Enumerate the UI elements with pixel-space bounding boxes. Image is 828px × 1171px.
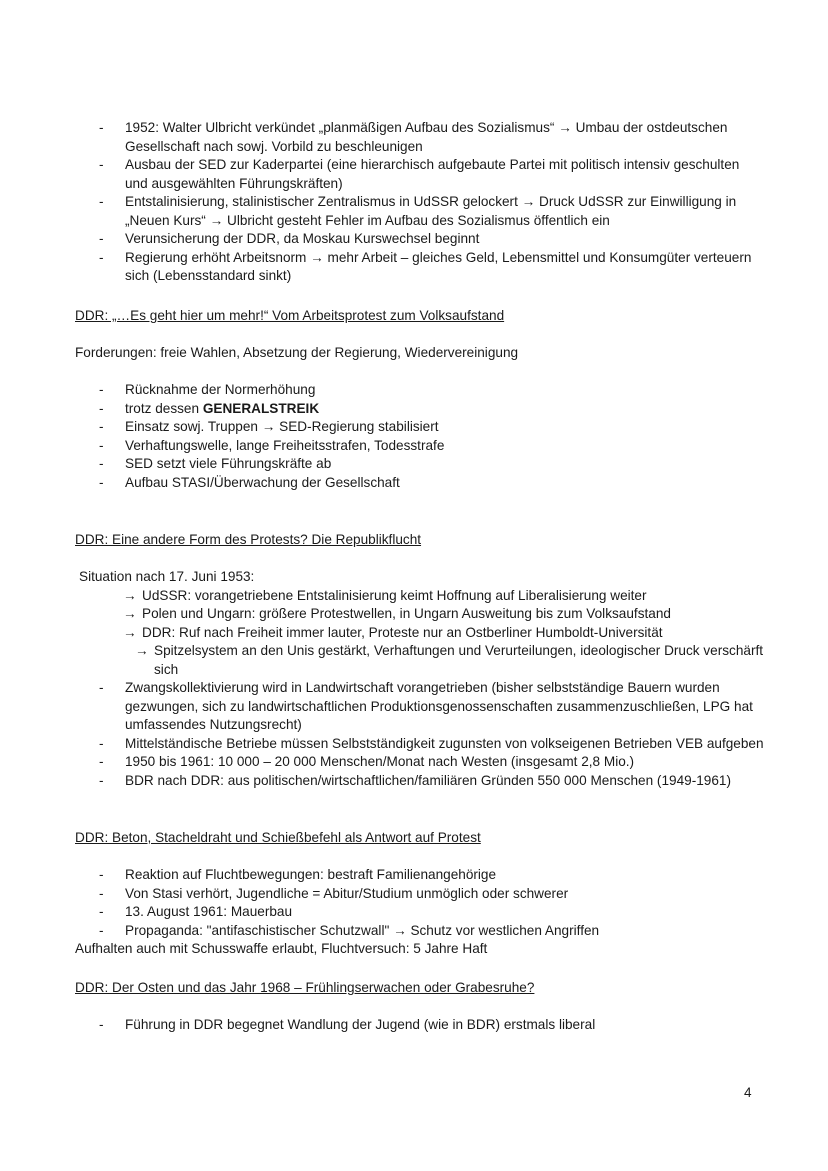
arrow-icon: → — [558, 120, 572, 135]
section-heading: DDR: „…Es geht hier um mehr!“ Vom Arbeitsprotest zum Volksaufstand — [75, 308, 505, 323]
list-item: - Einsatz sowj. Truppen → SED-Regierung stabilisiert — [75, 418, 765, 437]
bullet-dash: - — [99, 194, 104, 209]
bullet-dash: - — [99, 867, 104, 882]
section-heading: DDR: Beton, Stacheldraht und Schießbefehl als Antwort auf Protest — [75, 830, 481, 845]
bullet-dash: - — [99, 120, 104, 135]
bullet-dash: - — [99, 904, 104, 919]
arrow-item: → UdSSR: vorangetriebene Entstalinisierung keimt Hoffnung auf Liberalisierung weiter — [75, 587, 765, 606]
section-4 — [75, 829, 765, 848]
list-item: - 1950 bis 1961: 10 000 – 20 000 Menschen/Monat nach Westen (insgesamt 2,8 Mio.) — [75, 753, 765, 772]
section-3 — [75, 531, 765, 550]
section-intro: Forderungen: freie Wahlen, Absetzung der Regierung, Wiedervereinigung — [75, 345, 519, 360]
bullet-dash: - — [99, 419, 104, 434]
section-3-body — [75, 568, 765, 790]
list-item: - Führung in DDR begegnet Wandlung der Jugend (wie in BDR) erstmals liberal — [75, 1016, 765, 1035]
section-2 — [75, 307, 765, 326]
list-item: - Aufbau STASI/Überwachung der Gesellschaft — [75, 474, 765, 493]
section-1-list — [75, 119, 765, 286]
bullet-dash: - — [99, 772, 104, 788]
bullet-dash: - — [99, 382, 104, 397]
section-intro: Situation nach 17. Juni 1953: — [79, 569, 255, 584]
bullet-dash: - — [99, 680, 104, 695]
arrow-icon: → — [135, 643, 149, 658]
bullet-dash: - — [99, 735, 104, 751]
list-item: - Rücknahme der Normerhöhung — [75, 381, 765, 400]
section-note: Aufhalten auch mit Schusswaffe erlaubt, Fluchtversuch: 5 Jahre Haft — [75, 941, 488, 956]
bullet-dash: - — [99, 456, 104, 471]
arrow-icon: → — [123, 624, 137, 640]
bullet-dash: - — [99, 474, 104, 490]
arrow-icon: → — [123, 606, 137, 621]
list-item: - Regierung erhöht Arbeitsnorm → mehr Arbeit – gleiches Geld, Lebensmittel und Konsumgüter verteuern sich (Lebensstandard sinkt) — [99, 249, 752, 283]
arrow-item: → DDR: Ruf nach Freiheit immer lauter, Proteste nur an Ostberliner Humboldt-Universität — [75, 624, 765, 643]
arrow-icon: → — [209, 212, 224, 228]
bullet-dash: - — [99, 1017, 104, 1032]
list-item: - trotz dessen GENERALSTREIK — [75, 400, 765, 419]
section-heading: DDR: Eine andere Form des Protests? Die Republikflucht — [75, 532, 422, 547]
list-item: - BDR nach DDR: aus politischen/wirtschaftlichen/familiären Gründen 550 000 Menschen (1949-1961) — [75, 772, 765, 791]
list-item: - Zwangskollektivierung wird in Landwirtschaft vorangetrieben (bisher selbstständige Bauern wurden gezwungen, sich zu landwirtschaftlichen Produktionsgenossenschaften zusammenzuschließen, LPG hat umfassendes Nutzungsrecht) — [99, 680, 753, 732]
list-item: - Propaganda: "antifaschistischer Schutzwall" → Schutz vor westlichen Angriffen — [75, 922, 765, 941]
bullet-dash: - — [99, 231, 104, 246]
bullet-dash: - — [99, 437, 104, 453]
page-number: 4 — [744, 1085, 752, 1100]
arrow-icon: → — [123, 587, 137, 603]
list-item: - Ausbau der SED zur Kaderpartei (eine hierarchisch aufgebaute Partei mit politisch intensiv geschulten und ausgewählten Führungskräften) — [99, 157, 740, 191]
section-2-list — [75, 381, 765, 492]
list-item: - Verunsicherung der DDR, da Moskau Kurswechsel beginnt — [75, 230, 765, 249]
sub-arrow-item: → Spitzelsystem an den Unis gestärkt, Verhaftungen und Verurteilungen, ideologischer Druck verschärft sich — [135, 643, 764, 677]
bullet-dash: - — [99, 885, 104, 901]
list-item: - Entstalinisierung, stalinistischer Zentralismus in UdSSR gelockert → Druck UdSSR zur Einwilligung in „Neuen Kurs“ → Ulbricht gesteht Fehler im Aufbau des Sozialismus öffentlich ein — [99, 194, 737, 228]
section-4-list — [75, 866, 765, 959]
arrow-icon: → — [521, 194, 536, 209]
bullet-dash: - — [99, 922, 104, 938]
arrow-icon: → — [310, 249, 324, 265]
bullet-dash: - — [99, 157, 104, 172]
list-item: - Verhaftungswelle, lange Freiheitsstrafen, Todesstrafe — [75, 437, 765, 456]
list-item: - Mittelständische Betriebe müssen Selbstständigkeit zugunsten von volkseigenen Betrieben VEB aufgeben — [75, 735, 765, 754]
section-5 — [75, 979, 765, 998]
section-2-intro-block — [75, 344, 765, 363]
bullet-dash: - — [99, 249, 104, 265]
section-5-list — [75, 1016, 765, 1035]
list-item: - 13. August 1961: Mauerbau — [75, 903, 765, 922]
list-item: - SED setzt viele Führungskräfte ab — [75, 455, 765, 474]
list-item: - Von Stasi verhört, Jugendliche = Abitur/Studium unmöglich oder schwerer — [75, 885, 765, 904]
bullet-dash: - — [99, 400, 104, 416]
list-item: - Reaktion auf Fluchtbewegungen: bestraft Familienangehörige — [75, 866, 765, 885]
list-item: - 1952: Walter Ulbricht verkündet „planmäßigen Aufbau des Sozialismus“ → Umbau der ostdeutschen Gesellschaft nach sowj. Vorbild zu beschleunigen — [99, 120, 728, 154]
bold-generalstreik: GENERALSTREIK — [202, 400, 320, 416]
section-heading: DDR: Der Osten und das Jahr 1968 – Frühlingserwachen oder Grabesruhe? — [75, 980, 535, 995]
bullet-dash: - — [99, 754, 104, 769]
arrow-item: → Polen und Ungarn: größere Protestwellen, in Ungarn Ausweitung bis zum Volksaufstand — [75, 605, 765, 624]
